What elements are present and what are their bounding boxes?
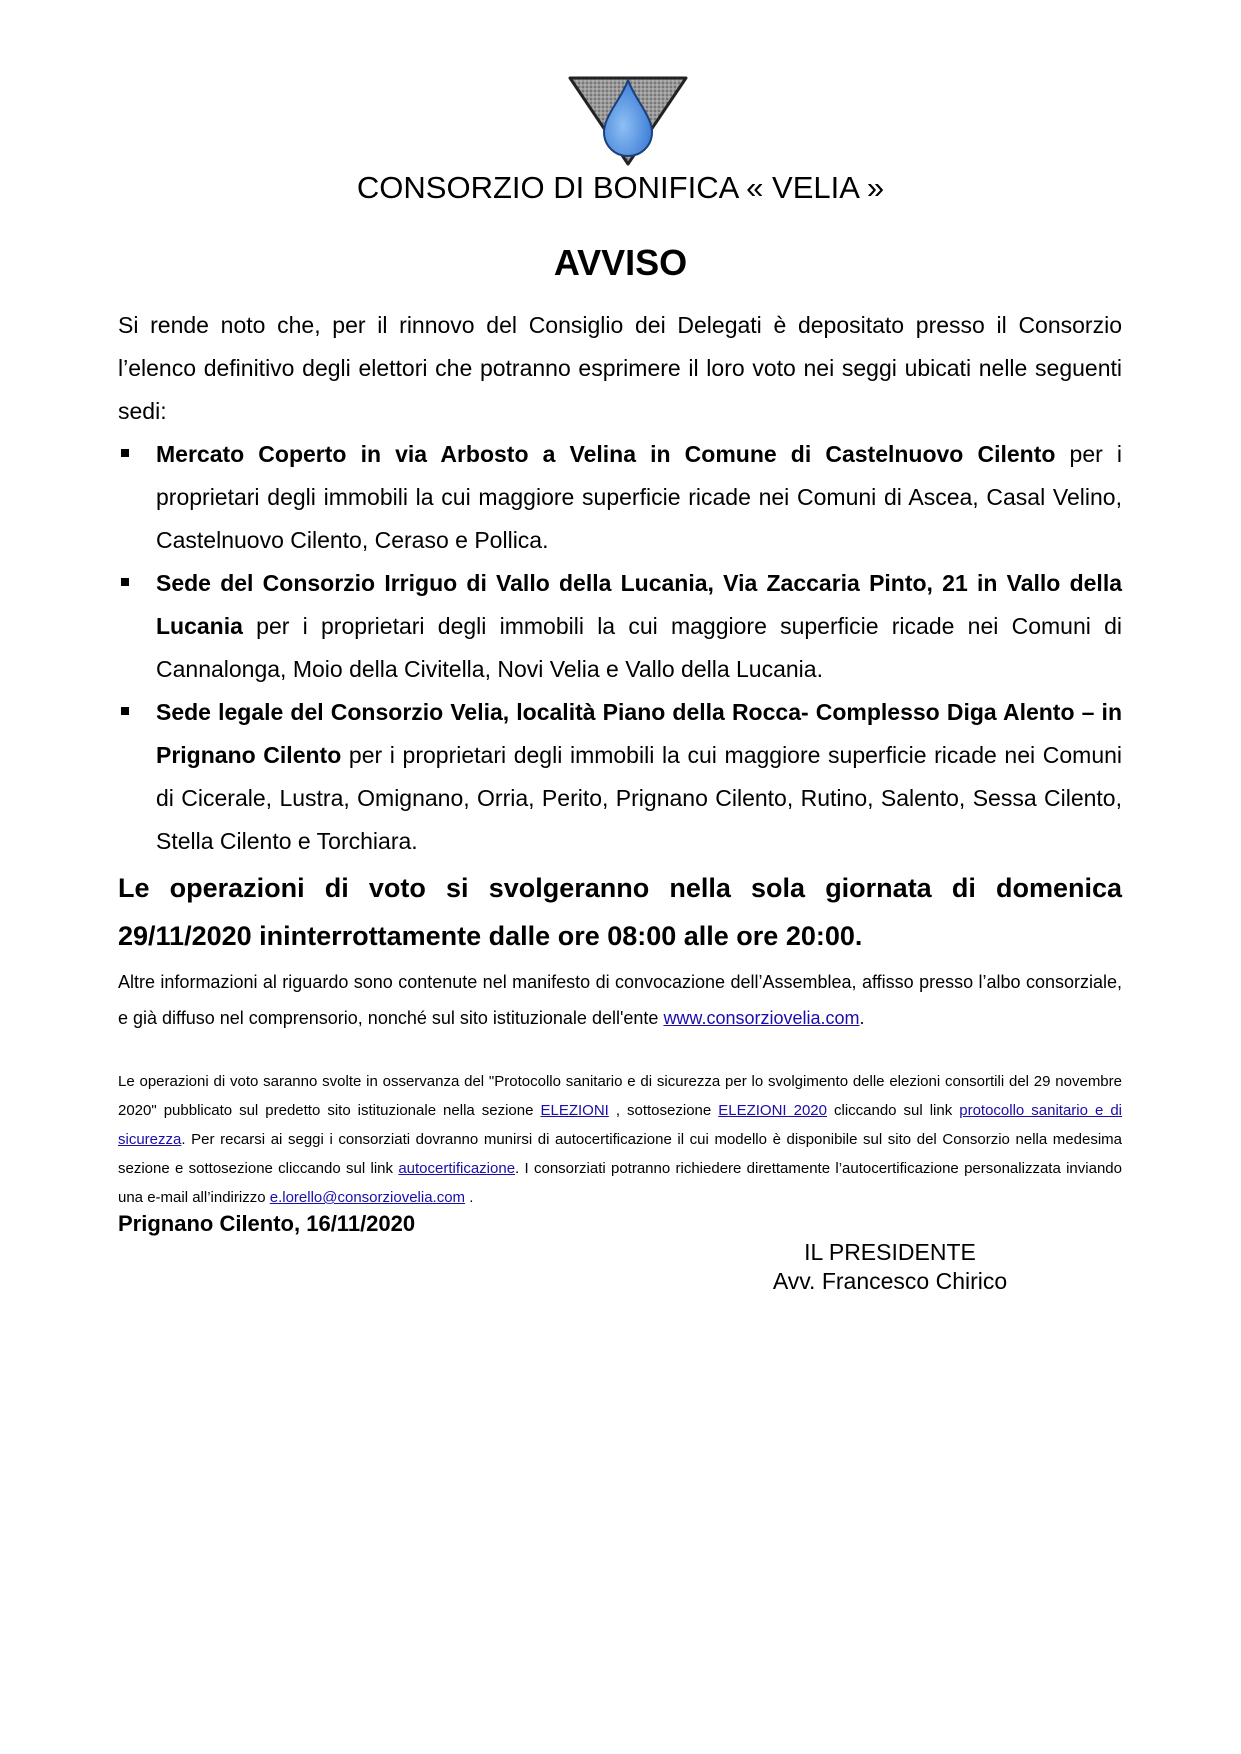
list-item [118,562,1122,691]
intro-paragraph: Si rende noto che, per il rinnovo del Consiglio dei Delegati è depositato presso il Consorzio l’elenco definitivo degli elettori che potranno esprimere il loro voto nei seggi ubicati nelle seguenti sedi: [118,312,1122,424]
list-item [118,691,1122,863]
location-description: per i proprietari degli immobili la cui maggiore superficie ricade nei Comuni di Ascea, Casal Velino, Castelnuovo Cilento, Ceraso e Pollica. [156,441,1122,553]
protocol-link[interactable]: protocollo sanitario e di sicurezza [118,1102,1123,1148]
place-date: Prignano Cilento, 16/11/2020 [118,1211,416,1236]
info-paragraph [118,964,1122,1036]
protocol-text: . Per recarsi ai seggi i consorziati dovranno munirsi di autocertificazione il cui modello è disponibile sul sito del Consorzio nella medesima sezione e sottosezione cliccando sul link [118,1131,1122,1177]
protocol-text: cliccando sul link [826,1102,960,1119]
protocol-text: Le operazioni di voto saranno svolte in osservanza del "Protocollo sanitario e di sicurezza per lo svolgimento delle elezioni consortili del 29 novembre 2020" pubblicato sul predetto sito istituzionale nella sezione [118,1073,1122,1119]
signature-role: IL PRESIDENTE [804,1239,976,1265]
website-link[interactable]: www.consorziovelia.com [663,1008,860,1028]
location-name: Mercato Coperto in via Arbosto a Velina in Comune di Castelnuovo Cilento [156,441,1056,467]
bullet-icon [121,449,129,457]
organization-title: CONSORZIO DI BONIFICA « VELIA » [356,170,885,205]
bullet-icon [121,707,129,715]
elezioni-2020-link[interactable]: ELEZIONI 2020 [718,1102,827,1119]
location-name: Sede del Consorzio Irriguo di Vallo della Lucania, Via Zaccaria Pinto, 21 in Vallo della Lucania [156,570,1122,639]
email-link[interactable]: e.lorello@consorziovelia.com [269,1189,466,1206]
voting-schedule: Le operazioni di voto si svolgeranno nella sola giornata di domenica 29/11/2020 ininterrottamente dalle ore 08:00 alle ore 20:00. [118,873,1122,951]
protocol-paragraph [118,1067,1122,1212]
consorzio-logo [566,74,690,166]
signature-name: Avv. Francesco Chirico [772,1268,1008,1294]
info-text: Altre informazioni al riguardo sono contenute nel manifesto di convocazione dell’Assemblea, affisso presso l’albo consorziale, e già diffuso nel comprensorio, nonché sul sito istituzionale dell'ente [118,972,1122,1028]
location-description: per i proprietari degli immobili la cui maggiore superficie ricade nei Comuni di Cicerale, Lustra, Omignano, Orria, Perito, Prignano Cilento, Rutino, Salento, Sessa Cilento, Stella Cilento e Torchiara. [156,742,1123,854]
protocol-text: . I consorziati potranno richiedere direttamente l’autocertificazione personalizzata inviando una e-mail all’indirizzo [118,1160,1122,1206]
list-item [118,433,1122,562]
location-name: Sede legale del Consorzio Velia, località Piano della Rocca- Complesso Diga Alento – in Prignano Cilento [156,699,1122,768]
location-description: per i proprietari degli immobili la cui maggiore superficie ricade nei Comuni di Cannalonga, Moio della Civitella, Novi Velia e Vallo della Lucania. [156,613,1122,682]
autocert-link[interactable]: autocertificazione [398,1160,516,1177]
info-end: . [859,1008,865,1028]
signature-block [640,1238,1140,1296]
protocol-text: . [465,1189,474,1206]
bullet-icon [121,578,129,586]
polling-locations-list [118,433,1122,863]
notice-title: AVVISO [553,242,688,283]
elezioni-section-link[interactable]: ELEZIONI [540,1102,609,1119]
protocol-text: , sottosezione [608,1102,719,1119]
